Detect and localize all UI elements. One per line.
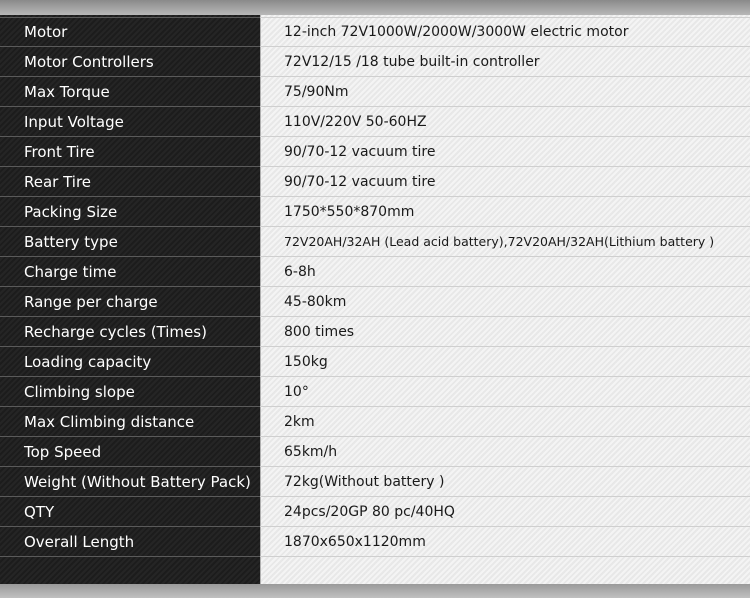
spec-row-range-per-charge bbox=[0, 287, 750, 317]
spec-row-motor-controllers bbox=[0, 47, 750, 77]
spec-value: 72V20AH/32AH (Lead acid battery),72V20AH/32AH(Lithium battery ) bbox=[284, 234, 715, 249]
spec-value: 110V/220V 50-60HZ bbox=[284, 114, 427, 130]
spec-row-overall-length bbox=[0, 527, 750, 557]
spec-label: Rear Tire bbox=[24, 173, 92, 191]
spec-row-top-speed bbox=[0, 437, 750, 467]
spec-value: 65km/h bbox=[284, 444, 338, 460]
spec-value: 1870x650x1120mm bbox=[284, 534, 426, 550]
spec-value: 45-80km bbox=[284, 294, 347, 310]
spec-row-max-climbing-distance bbox=[0, 407, 750, 437]
spec-label: Recharge cycles (Times) bbox=[24, 323, 207, 341]
spec-value: 1750*550*870mm bbox=[284, 204, 415, 220]
spec-value: 2km bbox=[284, 414, 315, 430]
spec-label: Packing Size bbox=[24, 203, 118, 221]
spec-value: 12-inch 72V1000W/2000W/3000W electric motor bbox=[284, 24, 629, 40]
spec-label: Overall Length bbox=[24, 533, 135, 551]
spec-row-rear-tire bbox=[0, 167, 750, 197]
spec-value: 72kg(Without battery ) bbox=[284, 474, 445, 490]
spec-row-input-voltage bbox=[0, 107, 750, 137]
spec-value: 24pcs/20GP 80 pc/40HQ bbox=[284, 504, 455, 520]
spec-label: QTY bbox=[24, 503, 55, 521]
spec-label: Input Voltage bbox=[24, 113, 124, 131]
spec-value: 75/90Nm bbox=[284, 84, 349, 100]
spec-label: Top Speed bbox=[24, 443, 102, 461]
spec-label: Battery type bbox=[24, 233, 118, 251]
spec-value: 72V12/15 /18 tube built-in controller bbox=[284, 54, 540, 70]
spec-row-motor bbox=[0, 17, 750, 47]
spec-value: 90/70-12 vacuum tire bbox=[284, 174, 436, 190]
spec-value: 800 times bbox=[284, 324, 355, 340]
spec-row-max-torque bbox=[0, 77, 750, 107]
spec-value: 150kg bbox=[284, 354, 328, 370]
spec-row-charge-time bbox=[0, 257, 750, 287]
bottom-bar bbox=[0, 584, 750, 598]
spec-row-front-tire bbox=[0, 137, 750, 167]
spec-table bbox=[0, 17, 750, 557]
spec-row-battery-type bbox=[0, 227, 750, 257]
spec-label: Charge time bbox=[24, 263, 117, 281]
spec-row-packing-size bbox=[0, 197, 750, 227]
spec-value: 6-8h bbox=[284, 264, 316, 280]
spec-label: Loading capacity bbox=[24, 353, 152, 371]
spec-label: Motor Controllers bbox=[24, 53, 154, 71]
spec-row-weight bbox=[0, 467, 750, 497]
spec-value: 90/70-12 vacuum tire bbox=[284, 144, 436, 160]
spec-label: Max Torque bbox=[24, 83, 110, 101]
spec-row-qty bbox=[0, 497, 750, 527]
spec-value: 10° bbox=[284, 384, 309, 400]
top-bar bbox=[0, 0, 750, 15]
spec-row-loading-capacity bbox=[0, 347, 750, 377]
spec-row-climbing-slope bbox=[0, 377, 750, 407]
spec-label: Max Climbing distance bbox=[24, 413, 195, 431]
spec-label: Climbing slope bbox=[24, 383, 135, 401]
spec-row-recharge-cycles bbox=[0, 317, 750, 347]
spec-label: Motor bbox=[24, 23, 68, 41]
spec-label: Front Tire bbox=[24, 143, 95, 161]
spec-label: Range per charge bbox=[24, 293, 158, 311]
spec-label: Weight (Without Battery Pack) bbox=[24, 473, 251, 491]
